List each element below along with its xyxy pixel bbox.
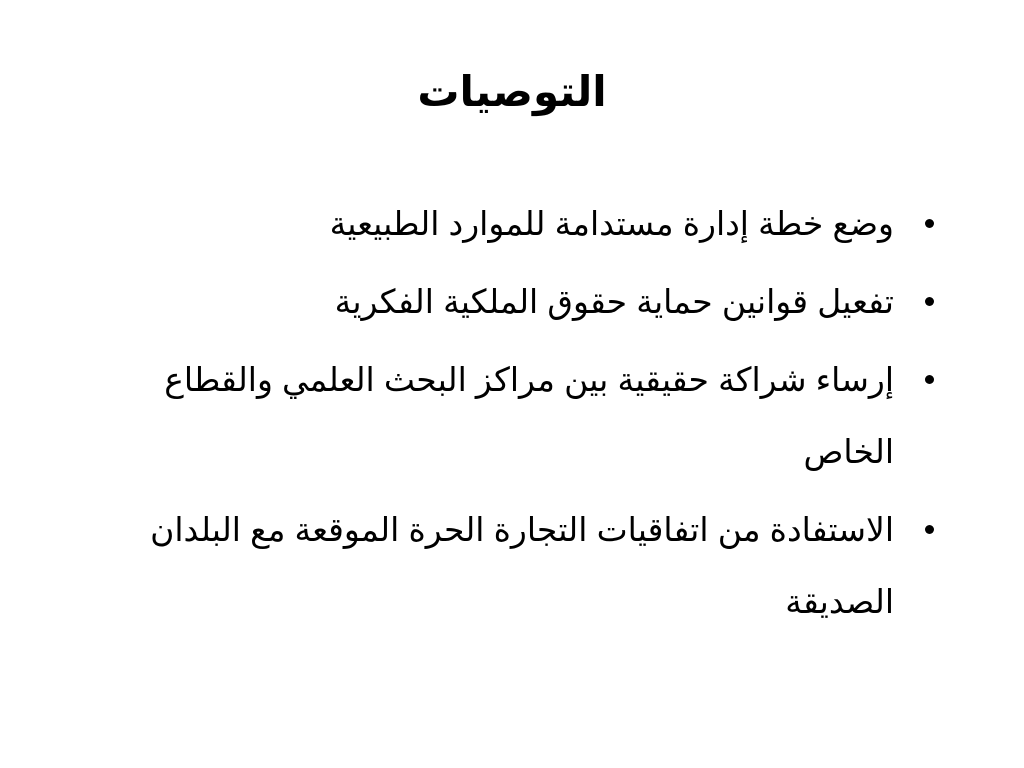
bullet-item-2 xyxy=(140,266,934,338)
bullet-text: وضع خطة إدارة مستدامة للموارد الطبيعية xyxy=(329,205,894,242)
bullet-text: تفعيل قوانين حماية حقوق الملكية الفكرية xyxy=(334,283,894,320)
bullet-item-4 xyxy=(140,494,934,638)
bullet-icon xyxy=(925,525,934,534)
bullet-item-3 xyxy=(140,344,934,488)
bullet-text: الاستفادة من اتفاقيات التجارة الحرة الموقعة مع البلدان الصديقة xyxy=(150,511,894,620)
bullet-icon xyxy=(925,219,934,228)
bullet-icon xyxy=(925,297,934,306)
bullet-list xyxy=(140,188,934,644)
bullet-text: إرساء شراكة حقيقية بين مراكز البحث العلمي والقطاع الخاص xyxy=(164,361,894,470)
bullet-icon xyxy=(925,375,934,384)
slide-title: التوصيات xyxy=(417,68,607,115)
bullet-item-1 xyxy=(140,188,934,260)
